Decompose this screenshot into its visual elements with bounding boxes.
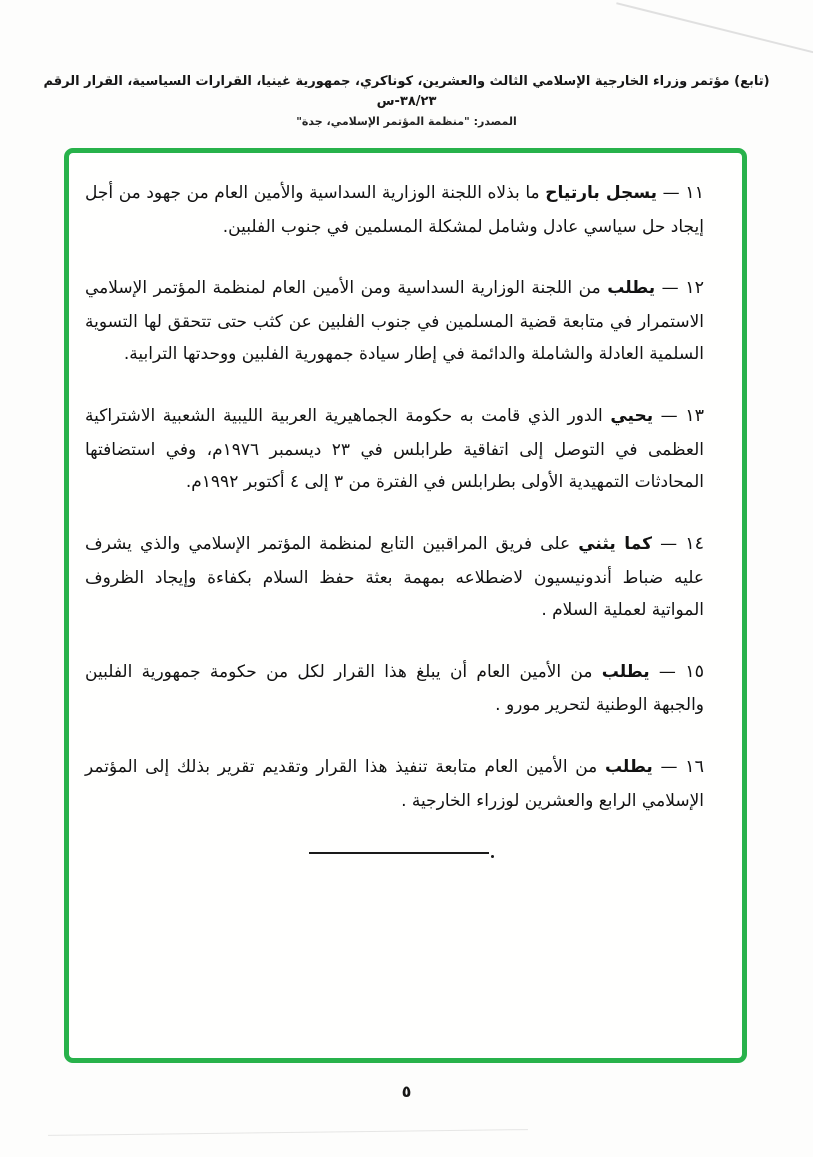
scan-artifact-bottom xyxy=(48,1129,528,1136)
end-dot xyxy=(491,855,494,858)
clause-text: على فريق المراقبين التابع لمنظمة المؤتمر الإسلامي والذي يشرف عليه ضباط أندونيسيون لاضطلاعه بمهمة بعثة حفظ السلام بكفاءة وإيجاد الظروف المواتية لعملية السلام . xyxy=(85,533,704,621)
header-source: المصدر: "منظمة المؤتمر الإسلامي، جدة" xyxy=(296,115,517,128)
clause-number: ١٦ xyxy=(685,756,704,777)
clause-text: من الأمين العام متابعة تنفيذ هذا القرار وتقديم تقرير بذلك إلى المؤتمر الإسلامي الرابع والعشرين لوزراء الخارجية . xyxy=(85,756,704,811)
clause-lead: يطلب xyxy=(601,661,650,682)
resolution-clauses xyxy=(85,177,704,866)
document-header xyxy=(30,72,783,128)
content-border-box xyxy=(64,148,747,1063)
end-rule-container xyxy=(85,846,704,866)
clause-number: ١٥ xyxy=(685,661,704,682)
clause-number: ١٣ xyxy=(685,406,705,427)
clause-text: ما بذلاه اللجنة الوزارية السداسية والأمين العام من جهود من أجل إيجاد حل سياسي عادل وشامل لمشكلة المسلمين في جنوب الفلبين. xyxy=(85,183,704,237)
clause-item-13 xyxy=(85,400,704,499)
clause-dash: — xyxy=(662,183,680,203)
clause-item-15 xyxy=(85,656,704,722)
clause-text: من اللجنة الوزارية السداسية ومن الأمين العام لمنظمة المؤتمر الإسلامي الاستمرار في متابعة قضية المسلمين في جنوب الفلبين عن كثب حتى تتحقق لها التسوية السلمية العادلة والشاملة والدائمة في إطار سيادة جمهورية الفلبين ووحدتها الترابية. xyxy=(85,278,704,365)
clause-dash: — xyxy=(658,661,676,682)
clause-dash: — xyxy=(660,406,678,427)
clause-text: الدور الذي قامت به حكومة الجماهيرية العربية الليبية الشعبية الاشتراكية العظمى في التوصل إلى اتفاقية طرابلس في ٢٣ ديسمبر ١٩٧٦م، وفي استضافتها المحادثات التمهيدية الأولى بطرابلس في الفترة من ٣ إلى ٤ أكتوبر ١٩٩٢م. xyxy=(85,406,704,493)
header-title: (تابع) مؤتمر وزراء الخارجية الإسلامي الثالث والعشرين، كوناكري، جمهورية غينيا، القرارات السياسية، القرار الرقم ٣٨/٢٣-س xyxy=(43,74,770,109)
clause-dash: — xyxy=(660,756,678,777)
clause-lead: يطلب xyxy=(607,278,656,299)
scan-artifact-top xyxy=(616,2,813,60)
clause-number: ١١ xyxy=(685,183,705,203)
clause-text: من الأمين العام أن يبلغ هذا القرار لكل من حكومة جمهورية الفلبين والجبهة الوطنية لتحرير مورو . xyxy=(85,661,704,716)
end-rule xyxy=(309,852,489,854)
clause-lead: يسجل بارتياح xyxy=(545,183,657,203)
clause-item-14 xyxy=(85,528,704,627)
clause-dash: — xyxy=(660,533,678,554)
clause-lead: يحيي xyxy=(610,406,654,427)
clause-item-16 xyxy=(85,751,704,817)
clause-lead: يطلب xyxy=(604,756,653,777)
clause-lead: كما يثني xyxy=(578,533,652,554)
clause-dash: — xyxy=(661,278,679,299)
clause-number: ١٢ xyxy=(685,278,705,299)
clause-item-12 xyxy=(85,272,704,371)
page-number: ٥ xyxy=(401,1082,412,1101)
clause-item-11 xyxy=(85,177,704,243)
clause-number: ١٤ xyxy=(685,533,705,554)
